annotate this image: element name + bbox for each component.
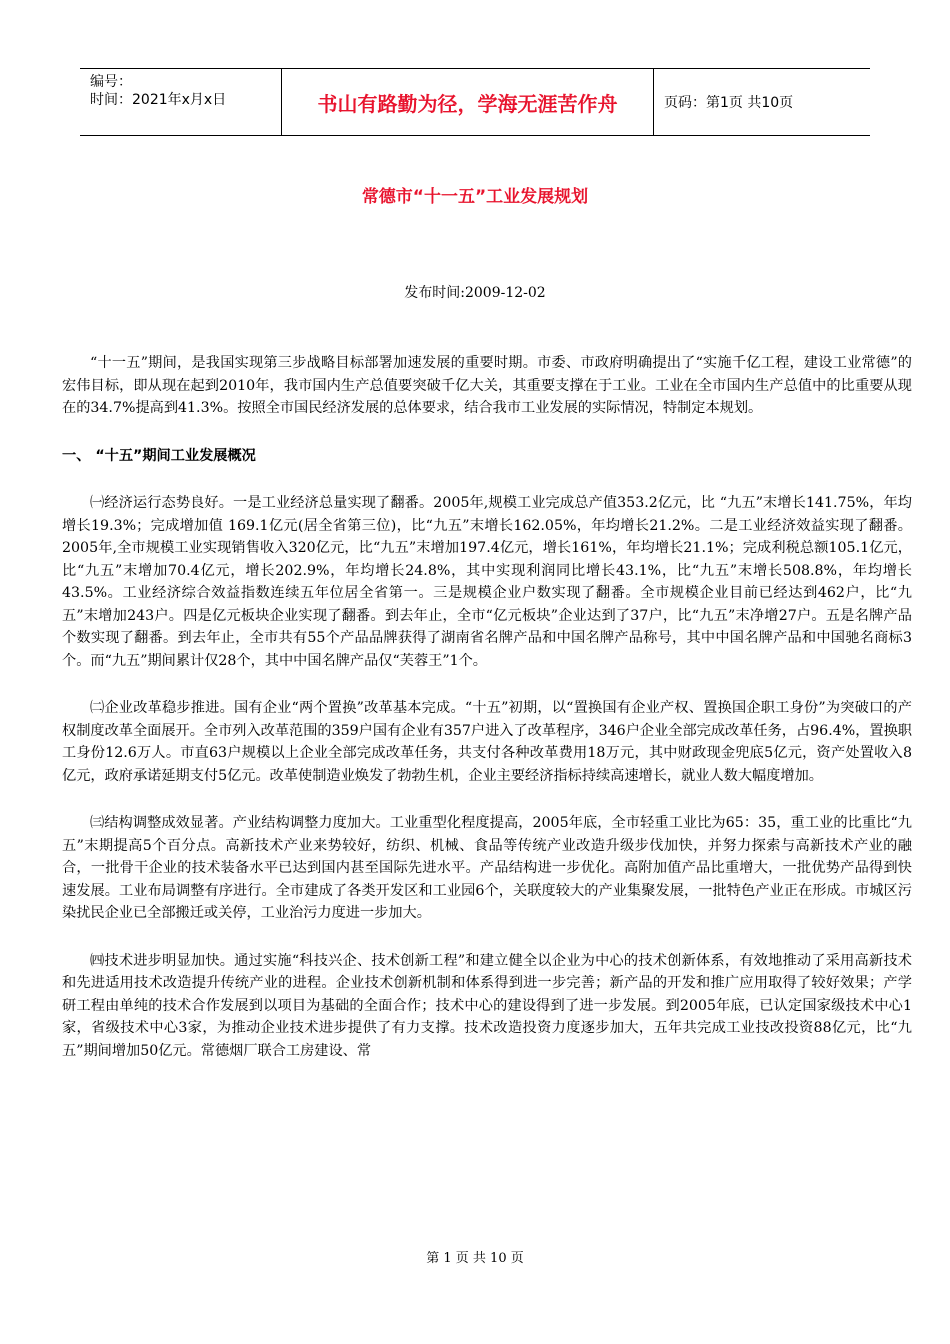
publish-time: 发布时间:2009-12-02 (404, 285, 546, 301)
header-page-info: 页码：第1页 共10页 (664, 95, 794, 111)
paragraph-economy: ㈠经济运行态势良好。一是工业经济总量实现了翻番。2005年,规模工业完成总产值353.2亿元，比 “九五”末增长141.75%，年均增长19.3%；完成增加值 169.1亿元(居全省第三位)，比“九五”末增长162.05%，年均增长21.2%。二是工业经济效益实现了翻番。2005年,全市规模工业实现销售收入320亿元，比“九五”末增加197.4亿元，增长161%，年均增长21.1%；完成利税总额105.1亿元，比“九五”末增加70.4亿元，增长202.9%，年均增长24.8%，其中实现利润同比增长43.1%，比“九五”末增长508.8%，年均增长43.5%。工业经济综合效益指数连续五年位居全省第一。三是规模企业户数实现了翻番。全市规模企业目前已经达到462户，比“九五”末增加243户。四是亿元板块企业实现了翻番。到去年止，全市“亿元板块”企业达到了37户，比“九五”末净增27户。五是名牌产品个数实现了翻番。到去年止，全市共有55个产品品牌获得了湖南省名牌产品和中国名牌产品称号，其中中国名牌产品和中国驰名商标3个。而“九五”期间累计仅28个，其中中国名牌产品仅“芙蓉王”1个。 (62, 495, 912, 669)
header-motto: 书山有路勤为径，学海无涯苦作舟 (282, 69, 654, 135)
document-title: 常德市“十一五”工业发展规划 (361, 187, 589, 207)
header-meta (80, 69, 282, 135)
paragraph-reform: ㈡企业改革稳步推进。国有企业“两个置换”改革基本完成。“十五”初期，以“置换国有企业产权、置换国企职工身份”为突破口的产权制度改革全面展开。全市列入改革范围的359户国有企业有357户进入了改革程序，346户企业全部完成改革任务，占96.4%，置换职工身份12.6万人。市直63户规模以上企业全部完成改革任务，共支付各种改革费用18万元，其中财政现金兜底5亿元，资产处置收入8亿元，政府承诺延期支付5亿元。改革使制造业焕发了勃勃生机，企业主要经济指标持续高速增长，就业人数大幅度增加。 (62, 700, 912, 784)
paragraph-structure: ㈢结构调整成效显著。产业结构调整力度加大。工业重型化程度提高，2005年底，全市轻重工业比为65：35，重工业的比重比“九五”末期提高5个百分点。高新技术产业来势较好，纺织、机械、食品等传统产业改造升级步伐加快，并努力探索与高新技术产业的融合，一批骨干企业的技术装备水平已达到国内甚至国际先进水平。产品结构进一步优化。高附加值产品比重增大，一批优势产品得到快速发展。工业布局调整有序进行。全市建成了各类开发区和工业园6个，关联度较大的产业集聚发展，一批特色产业正在形成。市城区污染扰民企业已全部搬迁或关停，工业治污力度进一步加大。 (62, 815, 912, 921)
time-label: 时间：2021年x月x日 (90, 92, 227, 108)
paragraph-technology: ㈣技术进步明显加快。通过实施“科技兴企、技术创新工程”和建立健全以企业为中心的技术创新体系，有效地推动了采用高新技术和先进适用技术改造提升传统产业的进程。企业技术创新机制和体系得到进一步完善；新产品的开发和推广应用取得了较好效果；产学研工程由单纯的技术合作发展到以项目为基础的全面合作；技术中心的建设得到了进一步发展。到2005年底，已认定国家级技术中心1家，省级技术中心3家，为推动企业技术进步提供了有力支撑。技术改造投资力度逐步加大，五年共完成工业技改投资88亿元，比“九五”期间增加50亿元。常德烟厂联合工房建设、常 (62, 952, 912, 1059)
header-table (80, 68, 870, 136)
document-body (62, 352, 912, 1087)
page-footer: 第 1 页 共 10 页 (426, 1251, 524, 1266)
intro-paragraph: “十一五”期间，是我国实现第三步战略目标部署加速发展的重要时期。市委、市政府明确提出了“实施千亿工程，建设工业常德”的宏伟目标，即从现在起到2010年，我市国内生产总值要突破千亿大关，其重要支撑在于工业。工业在全市国内生产总值中的比重要从现在的34.7%提高到41.3%。按照全市国民经济发展的总体要求，结合我市工业发展的实际情况，特制定本规划。 (62, 355, 912, 416)
section-heading: 一、 “十五”期间工业发展概况 (62, 447, 256, 464)
number-label: 编号： (90, 74, 132, 90)
